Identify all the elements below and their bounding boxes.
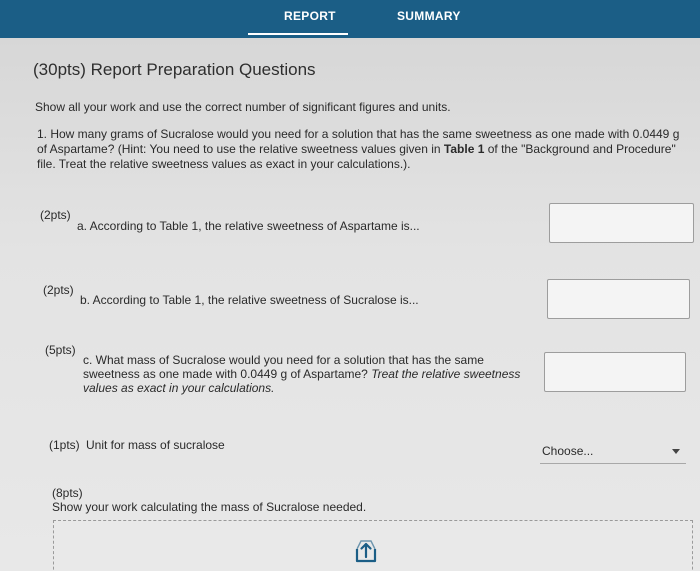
part-a-points: (2pts) <box>40 208 71 222</box>
question-1-text <box>37 127 682 172</box>
top-nav-bar <box>0 0 700 38</box>
work-points: (8pts) <box>52 486 83 500</box>
part-c-question-hint: Treat the relative sweetness values as exact in your calculations. <box>83 367 521 395</box>
part-c-answer-input[interactable] <box>544 352 686 392</box>
instructions-text: Show all your work and use the correct number of significant figures and units. <box>35 100 451 114</box>
part-a-question: a. According to Table 1, the relative sweetness of Aspartame is... <box>77 219 420 233</box>
part-c-question <box>83 353 535 395</box>
upload-icon[interactable] <box>353 538 379 564</box>
unit-select-value: Choose... <box>542 444 594 458</box>
active-tab-indicator <box>248 33 348 35</box>
part-b-answer-input[interactable] <box>547 279 690 319</box>
part-b-question: b. According to Table 1, the relative sweetness of Sucralose is... <box>80 293 419 307</box>
page-title: (30pts) Report Preparation Questions <box>33 60 316 79</box>
work-label: Show your work calculating the mass of Sucralose needed. <box>52 500 367 514</box>
chevron-down-icon <box>672 449 680 454</box>
unit-select[interactable] <box>540 440 686 464</box>
unit-label: Unit for mass of sucralose <box>86 438 225 452</box>
question-1-post: of the "Background and Procedure" file. Treat the relative sweetness values as exact in your calculations.). <box>37 142 676 171</box>
part-a-answer-input[interactable] <box>549 203 694 243</box>
unit-points: (1pts) <box>49 438 80 452</box>
part-c-points: (5pts) <box>45 343 76 357</box>
part-b-points: (2pts) <box>43 283 74 297</box>
tab-report[interactable]: REPORT <box>284 9 336 23</box>
part-c-question-text: c. What mass of Sucralose would you need for a solution that has the same sweetness as one made with 0.0449 g of Aspartame? <box>83 353 484 381</box>
tab-summary[interactable]: SUMMARY <box>397 9 461 23</box>
question-1-pre: 1. How many grams of Sucralose would you need for a solution that has the same sweetness as one made with 0.0449 g of Aspartame? (Hint: You need to use the relative sweetness values given in <box>37 127 680 156</box>
question-1-table-ref: Table 1 <box>443 142 485 156</box>
